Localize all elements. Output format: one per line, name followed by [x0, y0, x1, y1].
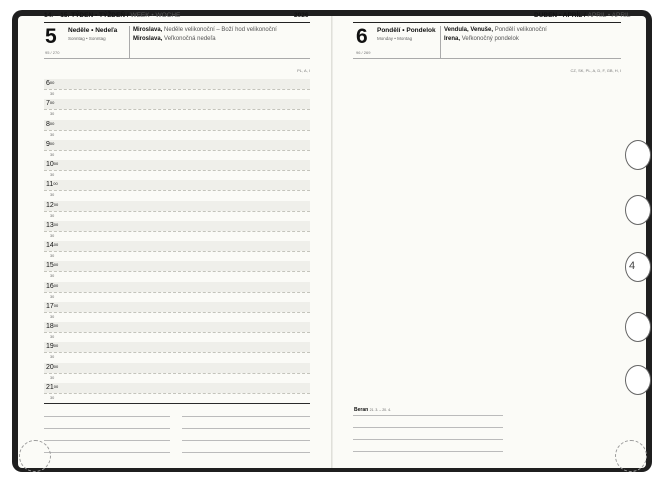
hour-row[interactable]: [44, 160, 310, 170]
hour-label: $19^{00}$: [46, 343, 59, 351]
half-hour-rule: [44, 373, 310, 374]
half-hour-row[interactable]: [44, 89, 310, 99]
half-hour-row[interactable]: [44, 231, 310, 241]
left-note-line: [182, 428, 310, 429]
hour-label: $16^{00}$: [46, 282, 59, 290]
half-hour-label: 30: [50, 213, 55, 218]
right-header-rule: [353, 22, 621, 23]
hour-row[interactable]: [44, 180, 310, 190]
hour-row[interactable]: [44, 241, 310, 251]
index-tab[interactable]: [625, 312, 651, 342]
right-note-line: [353, 451, 503, 452]
half-hour-label: 30: [50, 375, 55, 380]
hour-label: $20^{00}$: [46, 363, 59, 371]
right-day-name: Pondělí • Pondelok: [377, 27, 436, 34]
month-header: DUBEN • APRÍL / APRIL • APRIL: [534, 12, 631, 19]
page-gutter: [331, 16, 333, 468]
half-hour-row[interactable]: [44, 352, 310, 362]
hour-row[interactable]: [44, 322, 310, 332]
hour-label: $6^{00}$: [46, 80, 55, 87]
half-hour-label: 30: [50, 152, 55, 157]
hour-label: $10^{00}$: [46, 161, 59, 168]
left-region-codes: PL, A, I: [297, 68, 310, 73]
left-note-line: [182, 440, 310, 441]
left-day-number: 5: [45, 25, 57, 48]
year-header: 2026: [294, 12, 309, 19]
hour-label: $7^{00}$: [46, 100, 55, 108]
half-hour-label: 30: [50, 92, 55, 96]
hour-row[interactable]: [44, 363, 310, 373]
half-hour-row[interactable]: [44, 251, 310, 261]
hour-row[interactable]: [44, 221, 310, 231]
half-hour-row[interactable]: [44, 130, 310, 140]
half-hour-rule: [44, 130, 310, 131]
left-nameday-1: Miroslava, Neděle velikonoční – Boží hod velikonoční: [133, 27, 277, 33]
half-hour-label: 30: [50, 254, 55, 258]
hour-label: $15^{00}$: [46, 262, 59, 270]
left-day-sub: Sonntag • Sonntag: [68, 36, 106, 41]
half-hour-rule: [44, 231, 310, 232]
left-schedule-grid: [44, 79, 310, 403]
zodiac-sign: Beran 21. 3. – 20. 4.: [354, 407, 391, 413]
half-hour-rule: [44, 170, 310, 171]
hour-row[interactable]: [44, 383, 310, 393]
hour-row[interactable]: [44, 99, 310, 109]
hour-rule: [44, 403, 310, 404]
right-region-codes: CZ, SK, PL, A, D, F, GB, H, I: [570, 68, 621, 73]
hour-label: $8^{00}$: [46, 120, 55, 128]
left-note-line: [44, 452, 170, 453]
index-tab[interactable]: [625, 365, 651, 395]
right-nameday-1: Vendula, Venuše, Pondělí velikonoční: [444, 27, 547, 33]
half-hour-label: 30: [50, 395, 55, 400]
right-note-line: [353, 439, 503, 440]
half-hour-row[interactable]: [44, 211, 310, 221]
left-day-name: Neděle • Nedeľa: [68, 27, 118, 34]
left-summary-rule: [44, 58, 310, 59]
index-tab-number: 4: [629, 260, 636, 272]
half-hour-label: 30: [50, 112, 55, 117]
half-hour-row[interactable]: [44, 150, 310, 160]
half-hour-rule: [44, 211, 310, 212]
half-hour-rule: [44, 109, 310, 110]
hour-label: $14^{00}$: [46, 242, 59, 249]
hour-row[interactable]: [44, 79, 310, 89]
half-hour-row[interactable]: [44, 393, 310, 403]
left-note-line: [44, 428, 170, 429]
right-day-sub: Monday • Montag: [377, 36, 413, 41]
half-hour-rule: [44, 251, 310, 252]
half-hour-row[interactable]: [44, 292, 310, 302]
hour-row[interactable]: [44, 302, 310, 312]
hour-row[interactable]: [44, 342, 310, 352]
left-vertical-divider: [129, 26, 130, 58]
half-hour-row[interactable]: [44, 373, 310, 383]
hour-row[interactable]: [44, 282, 310, 292]
half-hour-row[interactable]: [44, 190, 310, 200]
right-schedule-grid: [353, 79, 621, 403]
right-summary-rule: [353, 58, 621, 59]
half-hour-row[interactable]: [44, 271, 310, 281]
half-hour-row[interactable]: [44, 109, 310, 119]
half-hour-rule: [44, 271, 310, 272]
hour-row[interactable]: [44, 201, 310, 211]
half-hour-label: 30: [50, 132, 55, 137]
hour-row[interactable]: [44, 140, 310, 150]
corner-perforation: [19, 440, 51, 472]
hour-label: $18^{00}$: [46, 323, 59, 330]
right-day-count: 96 / 269: [356, 50, 371, 55]
left-header-rule: [44, 22, 310, 23]
half-hour-rule: [44, 150, 310, 151]
corner-perforation: [615, 440, 647, 472]
half-hour-row[interactable]: [44, 312, 310, 322]
hour-label: $13^{00}$: [46, 221, 59, 229]
right-note-line: [353, 415, 503, 416]
left-note-line: [44, 416, 170, 417]
half-hour-label: 30: [50, 193, 55, 198]
right-nameday-2: Irena, Veľkonočný pondelok: [444, 36, 519, 42]
half-hour-rule: [44, 352, 310, 353]
half-hour-label: 30: [50, 355, 55, 360]
half-hour-rule: [44, 393, 310, 394]
left-note-line: [182, 452, 310, 453]
half-hour-label: 30: [50, 173, 55, 177]
hour-row[interactable]: [44, 120, 310, 130]
half-hour-rule: [44, 312, 310, 313]
half-hour-rule: [44, 292, 310, 293]
hour-row[interactable]: [44, 261, 310, 271]
half-hour-rule: [44, 190, 310, 191]
half-hour-rule: [44, 89, 310, 90]
half-hour-label: 30: [50, 335, 55, 339]
half-hour-row[interactable]: [44, 170, 310, 180]
hour-label: $17^{00}$: [46, 302, 59, 310]
half-hour-row[interactable]: [44, 332, 310, 342]
half-hour-label: 30: [50, 233, 55, 238]
hour-label: $9^{00}$: [46, 140, 55, 148]
left-note-line: [44, 440, 170, 441]
hour-label: $12^{00}$: [46, 201, 59, 209]
half-hour-label: 30: [50, 274, 55, 279]
left-nameday-2: Miroslava, Veľkonočná nedeľa: [133, 36, 216, 42]
index-tab[interactable]: [625, 195, 651, 225]
hour-label: $11^{00}$: [46, 181, 58, 189]
half-hour-label: 30: [50, 314, 55, 319]
hour-label: $21^{00}$: [46, 383, 59, 391]
half-hour-label: 30: [50, 294, 55, 299]
week-header: 14. – 15. TÝDEN • TÝŽDEŇ / WEEK • WOCHE: [44, 12, 181, 19]
left-day-count: 95 / 270: [45, 50, 60, 55]
right-day-number: 6: [356, 25, 368, 48]
index-tab[interactable]: [625, 140, 651, 170]
right-note-line: [353, 427, 503, 428]
left-note-line: [182, 416, 310, 417]
half-hour-rule: [44, 332, 310, 333]
right-vertical-divider: [440, 26, 441, 58]
